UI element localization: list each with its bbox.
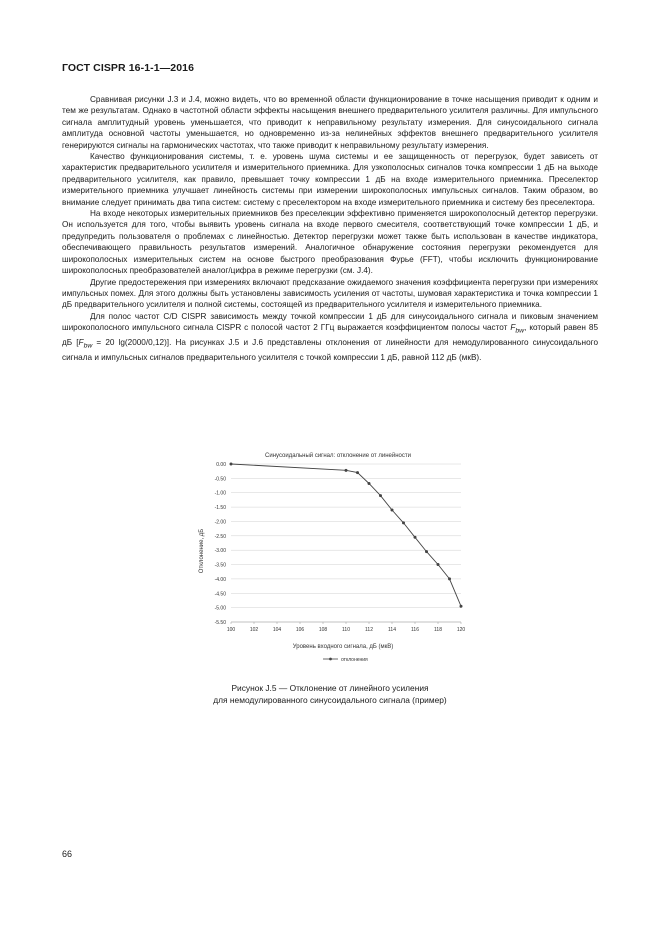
para5-part-b: , который равен 85 дБ [ (62, 323, 598, 348)
y-tick-label: -0.50 (214, 476, 226, 483)
data-point (402, 521, 405, 524)
x-tick-label: 102 (249, 627, 259, 633)
x-tick-label: 106 (295, 627, 305, 633)
para5-part-c: = 20 lg(2000/0,12)]. На рисунках J.5 и J.6 представлены отклонения от линейности для немодулированного синусоидального сигнала и импульсных сигналов предварительного усилителя с точкой компрессии 1 дБ, равной 112 дБ (мкВ). (62, 338, 598, 363)
data-point (368, 482, 371, 485)
fbw-symbol: F (510, 323, 516, 333)
x-tick-label: 114 (388, 627, 396, 633)
legend (323, 657, 368, 663)
y-tick-label: -3.50 (214, 562, 226, 569)
y-tick-label: -2.00 (214, 519, 226, 526)
paragraph-5 (62, 311, 598, 364)
para5-part-a: Для полос частот C/D CISPR зависимость между точкой компрессии 1 дБ для синусоидального сигнала и пиковым значением широкополосного импульсного сигнала CISPR с полосой частот 2 ГГц выражается коэффициентом полосы частот (62, 311, 598, 333)
page-number: 66 (62, 849, 73, 859)
y-tick-label: -4.50 (214, 591, 226, 598)
x-tick-label: 112 (365, 627, 373, 633)
data-point (414, 536, 417, 539)
data-point (230, 463, 233, 466)
y-tick-label: -4.00 (214, 576, 226, 583)
paragraph-4: Другие предостережения при измерениях включают предсказание ожидаемого значения коэффициента перегрузки при измерениях импульсных помех. Для этого должны быть установлены зависимость усиления от частоты, шумовая характеристика и точка компрессии 1 дБ предварительного усилителя и полной системы, состоящей из предварительного усилителя и измерительного приемника. (62, 277, 598, 310)
y-tick-label: -3.00 (214, 548, 226, 555)
data-point (460, 605, 463, 608)
paragraph-2: Качество функционирования системы, т. е. уровень шума системы и ее защищенность от перегрузок, будет зависеть от характеристик предварительного усилителя и измерительного приемника. Для узкополосных сигналов точка компрессии 1 дБ на выходе предварительного усилителя, как правило, превышает точку компрессии 1 дБ на входе измерительного приемника. Преселектор измерительного приемника улучшает линейность системы при измерении широкополосных импульсных сигналов. Таким образом, во внимание следует принимать два типа систем: систему с преселектором на входе измерительного приемника и систему без преселектора. (62, 152, 598, 207)
y-tick-label: -5.00 (214, 605, 226, 612)
data-point (345, 469, 348, 472)
data-point (379, 494, 382, 497)
legend-swatch-marker (329, 658, 332, 661)
series-line (231, 464, 461, 606)
deviation-chart (195, 448, 475, 670)
x-tick-label: 108 (318, 627, 328, 633)
paragraph-1: Сравнивая рисунки J.3 и J.4, можно видеть, что во временной области функционирование в точке насыщения приводит к одним и тем же результатам. Однако в частотной области эффекты насыщения внешнего предварительного усилителя различны. Для импульсного сигнала амплитудный уровень уменьшается, что приводит к неправильному результату измерения. Для синусоидального сигнала амплитуда основной частоты уменьшается, но одновременно из-за нелинейных эффектов внешнего предварительного усилителя генерируются сигналы на гармонических частотах, что также приводит к неправильному результату измерения. (62, 95, 598, 150)
legend-label: отклонения (341, 657, 368, 663)
data-point (425, 550, 428, 553)
figure-j5 (195, 448, 475, 670)
x-axis-label: Уровень входного сигнала, дБ (мкВ) (292, 644, 394, 650)
data-point (448, 577, 451, 580)
y-tick-label: -2.50 (214, 533, 226, 540)
fbw-subscript-2: bw (83, 342, 93, 350)
y-tick-label: 0.00 (216, 462, 226, 468)
y-tick-label: -5.50 (214, 620, 226, 626)
x-tick-label: 104 (272, 627, 282, 633)
x-tick-label: 110 (342, 627, 350, 633)
document-header: ГОСТ CISPR 16-1-1—2016 (62, 62, 195, 74)
x-tick-label: 120 (456, 627, 466, 633)
caption-line-1: Рисунок J.5 — Отклонение от линейного усиления (231, 683, 429, 693)
data-point (356, 471, 359, 474)
x-tick-label: 116 (411, 627, 419, 633)
paragraph-3: На входе некоторых измерительных приемников без преселекции эффективно применяется широкополосный детектор перегрузки. Он используется для того, чтобы выявить уровень сигнала на входе первого смесителя, соответствующий точке компрессии 1 дБ, и предупредить пользователя о проблемах с линейностью. Детектор перегрузки может также быть использован в качестве индикатора, обеспечивающего правильность результатов измерений. Аналогичное обнаружение состояния перегрузки рекомендуется для широкополосных измерительных систем на основе быстрого преобразования Фурье (FFT), чтобы исключить функционирование широкополосных преобразователей аналог/цифра в режиме перегрузки (см. J.4). (62, 209, 598, 276)
x-tick-label: 118 (434, 627, 442, 633)
y-tick-label: -1.00 (214, 490, 226, 497)
caption-line-2: для немодулированного синусоидального сигнала (пример) (213, 695, 447, 705)
fbw-symbol-2: F (78, 338, 84, 348)
figure-caption (62, 682, 598, 706)
data-point (437, 563, 440, 566)
fbw-subscript: bw (515, 327, 525, 335)
body-text (62, 94, 598, 364)
y-axis-label: Отклонение, дБ (199, 528, 205, 574)
chart-title: Синусоидальный сигнал: отклонение от линейности (265, 453, 411, 459)
x-tick-label: 100 (226, 627, 236, 633)
y-tick-label: -1.50 (214, 505, 226, 512)
data-point (391, 508, 394, 511)
